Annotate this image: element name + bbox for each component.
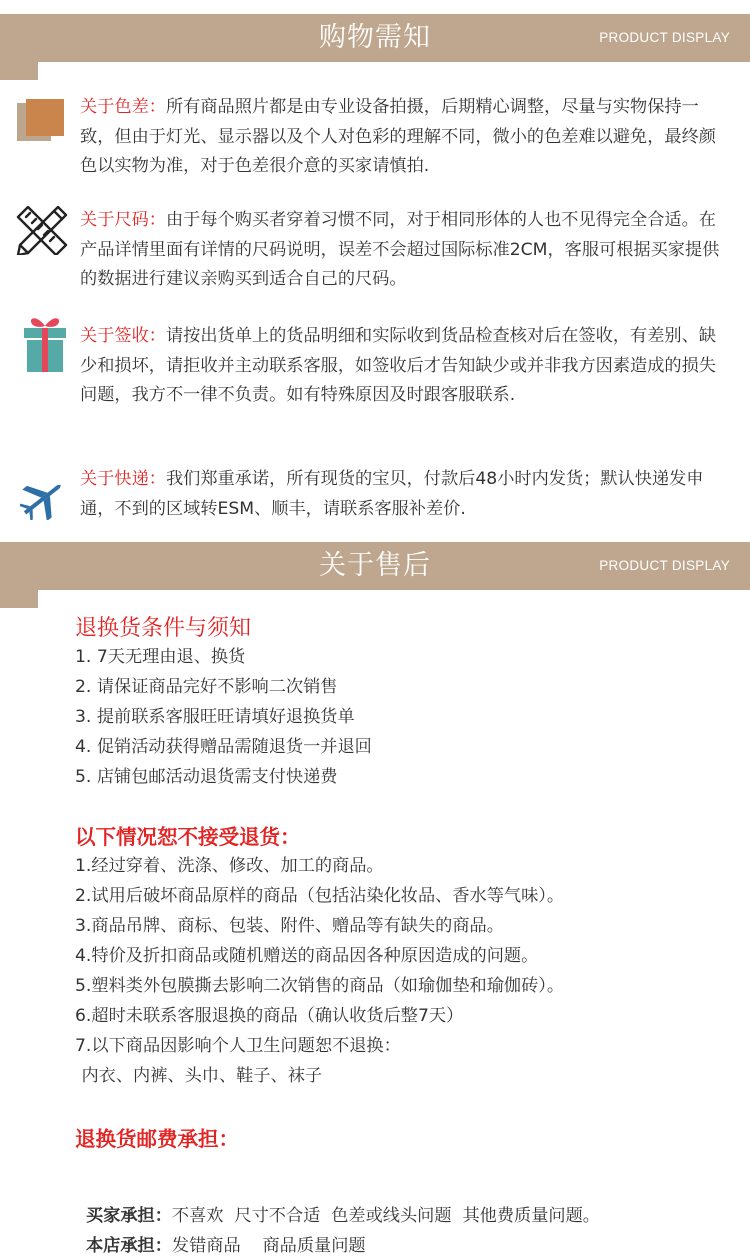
postage-buyer-label: 买家承担： xyxy=(85,1206,172,1226)
refused-title: 以下情况恕不接受退货： xyxy=(75,825,301,849)
notice-label: 关于快递： xyxy=(80,469,166,489)
exchange-item: 4. 促销活动获得赠品需随退货一并退回 xyxy=(75,737,372,757)
notice-text: 由于每个购买者穿着习惯不同，对于相同形体的人也不见得完全合适。在产品详情里面有详情的尺码说明，误差不会超过国际标准2CM，客服可根据买家提供的数据进行建议亲购买到适合自己的尺码。 xyxy=(80,210,720,289)
section-title: 购物需知 xyxy=(319,22,431,53)
postage-store-label: 本店承担： xyxy=(85,1236,172,1256)
section-subtitle: PRODUCT DISPLAY xyxy=(599,558,730,573)
ruler-pencil-icon xyxy=(14,203,70,255)
postage-buyer-text: 不喜欢 尺寸不合适 色差或线头问题 其他费质量问题。 xyxy=(171,1206,600,1226)
postage-store-text: 发错商品 商品质量问题 xyxy=(171,1236,366,1256)
color-swatch-icon xyxy=(17,99,67,141)
refused-item: 1.经过穿着、洗涤、修改、加工的商品。 xyxy=(75,856,384,876)
section-header-aftersales xyxy=(0,542,750,608)
airplane-icon xyxy=(20,476,68,520)
refused-item: 2.试用后破坏商品原样的商品（包括沾染化妆品、香水等气味）。 xyxy=(75,886,565,906)
exchange-title: 退换货条件与须知 xyxy=(75,616,252,641)
section-title: 关于售后 xyxy=(319,550,431,581)
notice-text: 请按出货单上的货品明细和实际收到货品检查核对后在签收，有差别、缺少和损坏，请拒收并主动联系客服，如签收后才告知缺少或并非我方因素造成的损失问题，我方不一律不负责。如有特殊原因及时跟客服联系. xyxy=(80,326,716,405)
notice-delivery xyxy=(80,465,730,524)
notice-label: 关于尺码： xyxy=(80,210,166,230)
notice-label: 关于色差： xyxy=(80,97,166,117)
notice-label: 关于签收： xyxy=(80,326,166,346)
notice-text: 我们郑重承诺，所有现货的宝贝，付款后48小时内发货；默认快递发申通，不到的区域转ESM、顺丰，请联系客服补差价. xyxy=(80,469,704,519)
refused-item: 3.商品吊牌、商标、包装、附件、赠品等有缺失的商品。 xyxy=(75,916,504,936)
gift-box-icon xyxy=(22,312,68,374)
exchange-item: 1. 7天无理由退、换货 xyxy=(75,647,246,667)
exchange-item: 3. 提前联系客服旺旺请填好退换货单 xyxy=(75,707,355,727)
refused-item: 7.以下商品因影响个人卫生问题恕不退换： xyxy=(75,1036,401,1056)
section-header-shopping xyxy=(0,14,750,80)
notice-color xyxy=(80,93,730,182)
refused-item: 6.超时未联系客服退换的商品（确认收货后整7天） xyxy=(75,1006,464,1026)
postage-title: 退换货邮费承担： xyxy=(75,1127,239,1151)
postage-store xyxy=(75,1211,366,1256)
notice-receipt xyxy=(80,322,730,411)
section-subtitle: PRODUCT DISPLAY xyxy=(599,30,730,45)
notice-text: 所有商品照片都是由专业设备拍摄，后期精心调整，尽量与实物保持一致，但由于灯光、显示器以及个人对色彩的理解不同，微小的色差难以避免，最终颜色以实物为准，对于色差很介意的买家请慎拍. xyxy=(80,97,716,176)
refused-item: 4.特价及折扣商品或随机赠送的商品因各种原因造成的问题。 xyxy=(75,946,539,966)
refused-item: 内衣、内裤、头巾、鞋子、袜子 xyxy=(76,1066,323,1086)
refused-item: 5.塑料类外包膜撕去影响二次销售的商品（如瑜伽垫和瑜伽砖）。 xyxy=(75,976,565,996)
exchange-item: 2. 请保证商品完好不影响二次销售 xyxy=(75,677,338,697)
notice-size xyxy=(80,206,730,295)
exchange-item: 5. 店铺包邮活动退货需支付快递费 xyxy=(75,767,338,787)
